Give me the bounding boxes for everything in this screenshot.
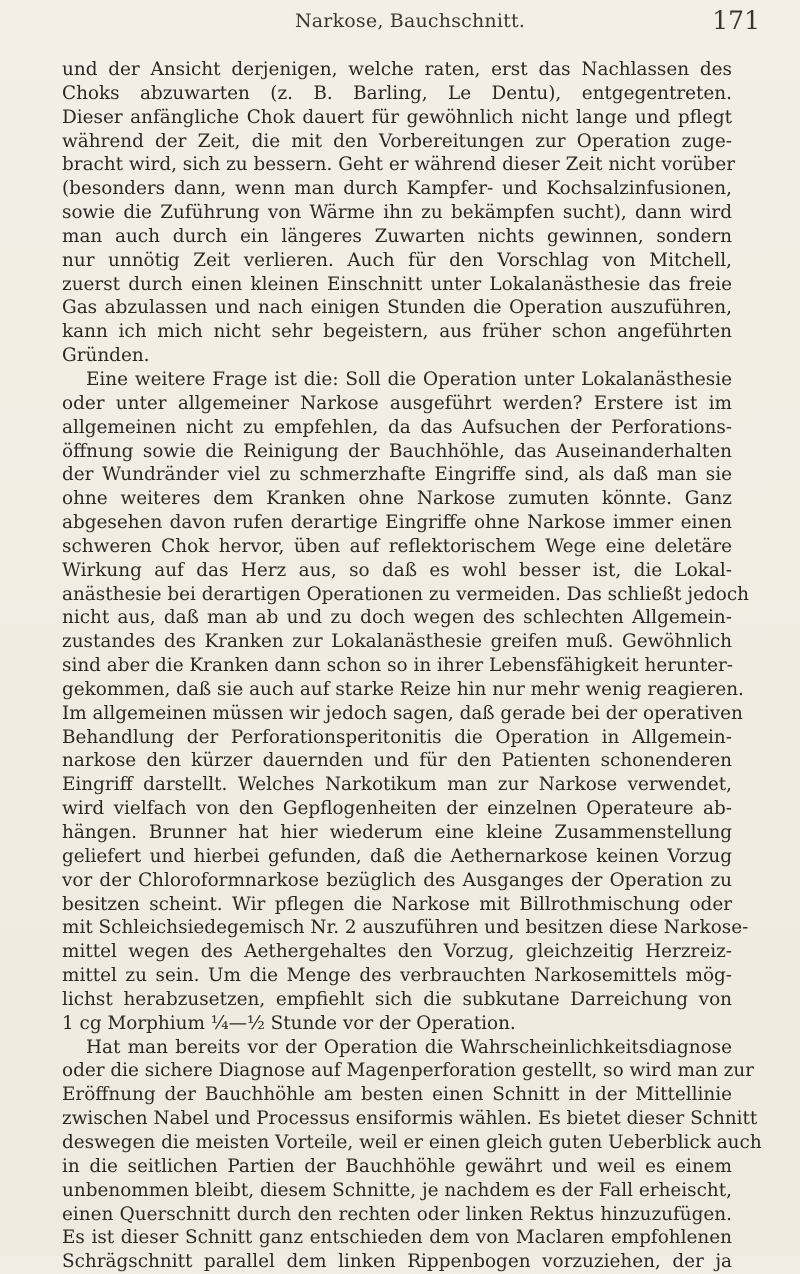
text-line: geliefert und hierbei gefunden, daß die Aethernarkose keinen Vorzug <box>62 845 732 867</box>
text-line: Eine weitere Frage ist die: Soll die Operation unter Lokalanästhesie <box>86 368 732 390</box>
text-line: besitzen scheint. Wir pflegen die Narkose mit Billrothmischung oder <box>62 893 732 915</box>
text-line: allgemeinen nicht zu empfehlen, da das Aufsuchen der Perforations- <box>62 416 732 438</box>
text-line: deswegen die meisten Vorteile, weil er einen gleich guten Ueberblick auch <box>62 1131 762 1153</box>
text-line: Eröffnung der Bauchhöhle am besten einen Schnitt in der Mittellinie <box>62 1084 732 1106</box>
text-line: zuerst durch einen kleinen Einschnitt unter Lokalanästhesie das freie <box>62 273 732 295</box>
text-line: sowie die Zuführung von Wärme ihn zu bekämpfen sucht), dann wird <box>62 202 732 224</box>
text-line: hängen. Brunner hat hier wiederum eine kleine Zusammenstellung <box>62 822 732 843</box>
text-line: zustandes des Kranken zur Lokalanästhesie greifen muß. Gewöhnlich <box>62 631 732 653</box>
text-line: oder die sichere Diagnose auf Magenperforation gestellt, so wird man zur <box>62 1060 754 1082</box>
text-line: Gründen. <box>62 345 150 367</box>
text-line: oder unter allgemeiner Narkose ausgeführt werden? Erstere ist im <box>62 392 732 414</box>
text-line: ohne weiteres dem Kranken ohne Narkose zumuten könnte. Ganz <box>62 488 732 510</box>
text-line: bracht wird, sich zu bessern. Geht er während dieser Zeit nicht vorüber <box>62 154 736 176</box>
text-line: zwischen Nabel und Processus ensiformis wählen. Es bietet dieser Schnitt <box>62 1108 758 1130</box>
text-line: 1 cg Morphium ¼—½ Stunde vor der Operation. <box>62 1012 516 1034</box>
text-line: Choks abzuwarten (z. B. Barling, Le Dentu), entgegentreten. <box>62 82 732 104</box>
text-line: in die seitlichen Partien der Bauchhöhle gewährt und weil es einem <box>62 1155 732 1177</box>
text-line: während der Zeit, die mit den Vorbereitungen zur Operation zuge- <box>62 130 732 152</box>
running-head <box>60 6 760 40</box>
text-line: wird vielfach von den Gepflogenheiten der einzelnen Operateure ab- <box>62 798 732 820</box>
text-line: nur unnötig Zeit verlieren. Auch für den Vorschlag von Mitchell, <box>62 249 732 271</box>
text-line: Im allgemeinen müssen wir jedoch sagen, daß gerade bei der operativen <box>62 702 743 724</box>
text-line: abgesehen davon rufen derartige Eingriffe ohne Narkose immer einen <box>62 512 732 534</box>
text-line: kann ich mich nicht sehr begeistern, aus früher schon angeführten <box>62 321 732 343</box>
text-line: Gas abzulassen und nach einigen Stunden die Operation auszuführen, <box>62 297 732 319</box>
text-line: Wirkung auf das Herz aus, so daß es wohl besser ist, die Lokal- <box>62 559 732 581</box>
text-line: gekommen, daß sie auch auf starke Reize hin nur mehr wenig reagieren. <box>62 678 744 700</box>
text-line: anästhesie bei derartigen Operationen zu vermeiden. Das schließt jedoch <box>62 583 749 605</box>
text-line: narkose den kürzer dauernden und für den Patienten schonenderen <box>62 750 732 772</box>
text-line: einen Querschnitt durch den rechten oder linken Rektus hinzuzufügen. <box>62 1203 732 1225</box>
text-line: sind aber die Kranken dann schon so in ihrer Lebensfähigkeit herunter- <box>62 655 733 677</box>
text-line: nicht aus, daß man ab und zu doch wegen des schlechten Allgemein- <box>62 607 732 629</box>
text-line: lichst herabzusetzen, empfiehlt sich die subkutane Darreichung von <box>62 988 732 1010</box>
text-line: unbenommen bleibt, diesem Schnitte, je nachdem es der Fall erheischt, <box>62 1179 732 1201</box>
text-line: Schrägschnitt parallel dem linken Rippenbogen vorzuziehen, der ja <box>62 1251 732 1273</box>
running-title: Narkose, Bauchschnitt. <box>294 10 526 32</box>
text-line: Behandlung der Perforationsperitonitis die Operation in Allgemein- <box>62 726 732 748</box>
text-line: der Wundränder viel zu schmerzhafte Eingriffe sind, als daß man sie <box>62 464 732 486</box>
text-line: mit Schleichsiedegemisch Nr. 2 auszuführen und besitzen diese Narkose- <box>62 917 749 939</box>
text-line: vor der Chloroformnarkose bezüglich des Ausganges der Operation zu <box>62 869 732 891</box>
text-line: man auch durch ein längeres Zuwarten nichts gewinnen, sondern <box>62 225 732 247</box>
text-line: öffnung sowie die Reinigung der Bauchhöhle, das Auseinanderhalten <box>62 440 732 462</box>
text-line: mittel wegen des Aethergehaltes den Vorzug, gleichzeitig Herzreiz- <box>62 941 732 963</box>
page-number: 171 <box>712 6 760 35</box>
text-line: Es ist dieser Schnitt ganz entschieden dem von Maclaren empfohlenen <box>62 1227 732 1249</box>
text-line: mittel zu sein. Um die Menge des verbrauchten Narkosemittels mög- <box>62 965 732 987</box>
text-line: und der Ansicht derjenigen, welche raten, erst das Nachlassen des <box>62 59 732 80</box>
text-line: Hat man bereits vor der Operation die Wahrscheinlichkeitsdiagnose <box>86 1036 732 1058</box>
text-body <box>62 58 762 1274</box>
text-line: Dieser anfängliche Chok dauert für gewöhnlich nicht lange und pflegt <box>62 106 732 128</box>
text-line: schweren Chok hervor, üben auf reflektorischem Wege eine deletäre <box>62 535 732 557</box>
text-line: (besonders dann, wenn man durch Kampfer- und Kochsalzinfusionen, <box>62 178 732 200</box>
text-line: Eingriff darstellt. Welches Narkotikum man zur Narkose verwendet, <box>62 774 732 796</box>
